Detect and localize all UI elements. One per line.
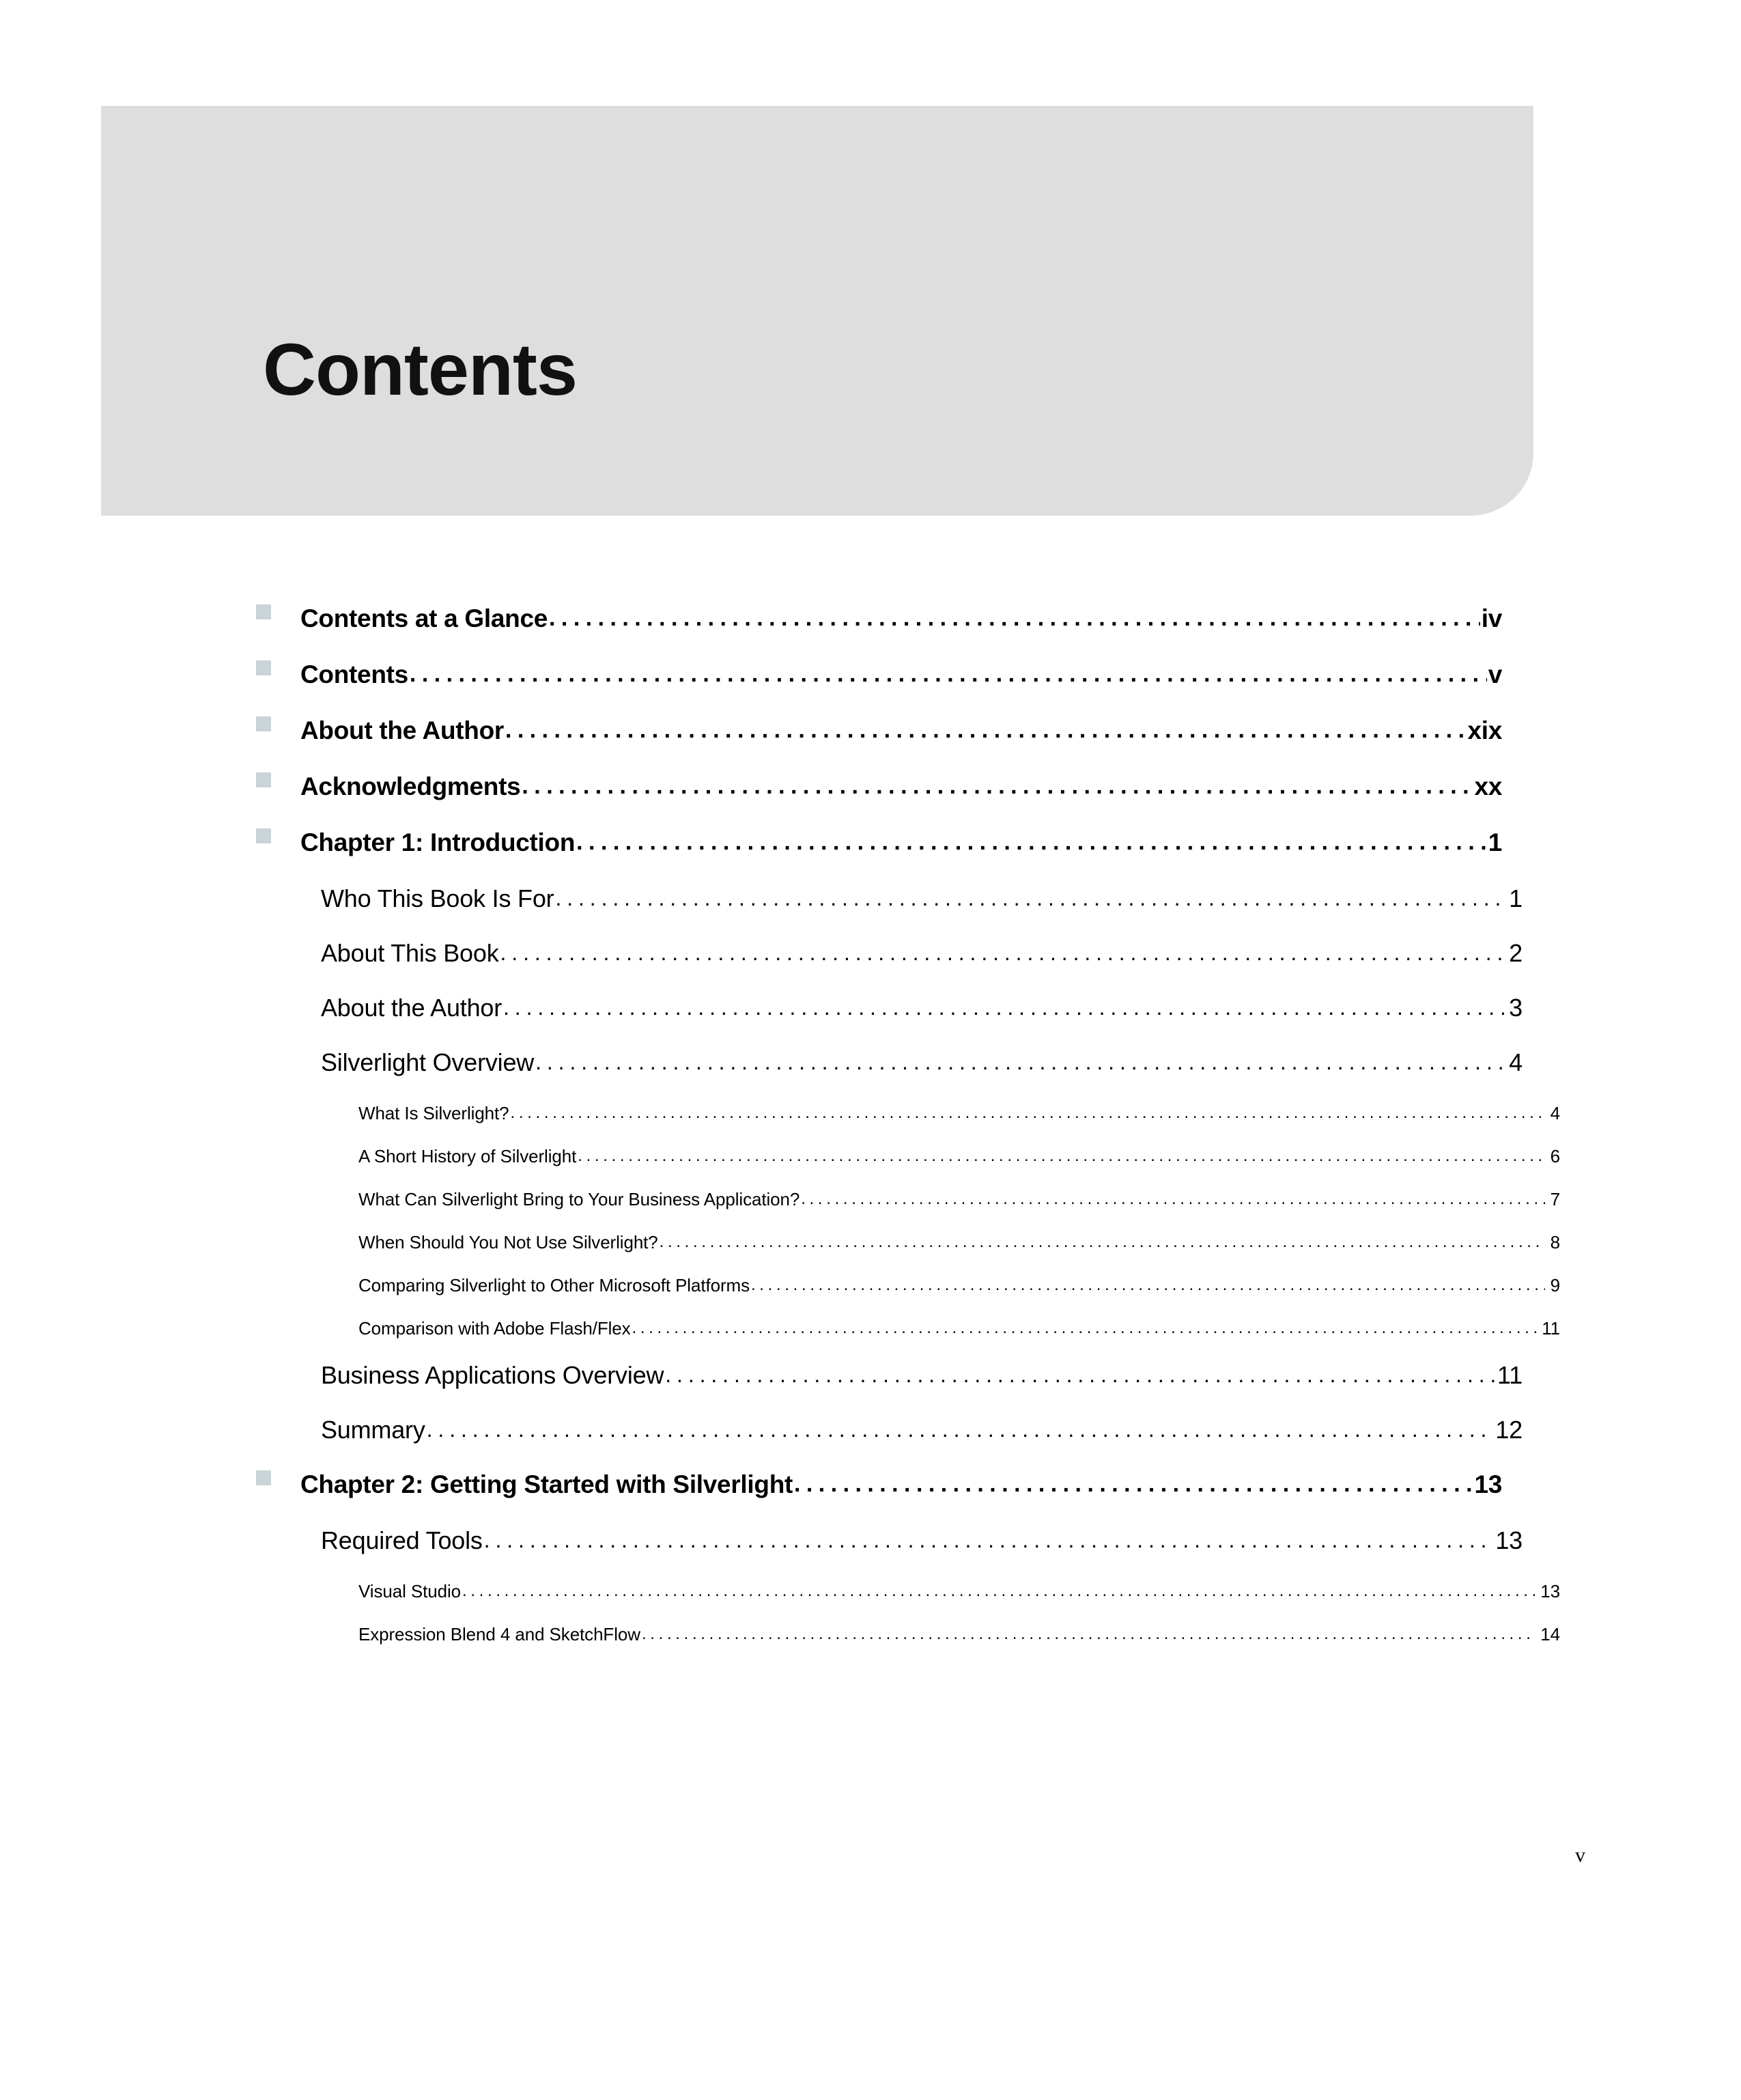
toc-entry-title: Who This Book Is For <box>321 884 554 912</box>
toc-entry-page: 1 <box>1509 884 1523 912</box>
bullet-square-icon <box>256 716 271 731</box>
toc-entry-page: 13 <box>1495 1526 1523 1554</box>
toc-entry[interactable] <box>300 828 1502 857</box>
toc-leader-dots <box>503 995 1508 1020</box>
toc-entry-page: 7 <box>1550 1189 1560 1209</box>
toc-entry[interactable] <box>300 1275 1560 1296</box>
toc-entry-title: About the Author <box>300 716 504 744</box>
toc-entry-title: Visual Studio <box>358 1581 461 1601</box>
toc-entry-title: About This Book <box>321 939 499 967</box>
toc-entry[interactable] <box>300 1470 1502 1499</box>
toc-entry-title: Contents <box>300 660 408 688</box>
toc-entry[interactable] <box>300 884 1523 913</box>
toc-entry[interactable] <box>300 716 1502 745</box>
toc-leader-dots <box>642 1625 1535 1644</box>
bullet-square-icon <box>256 772 271 787</box>
header-band <box>101 106 1533 516</box>
toc-leader-dots <box>505 717 1466 744</box>
toc-entry-title: A Short History of Silverlight <box>358 1146 577 1166</box>
toc-entry-page: 3 <box>1509 994 1523 1022</box>
toc-entry-title: Silverlight Overview <box>321 1048 535 1076</box>
toc-entry-title: Comparing Silverlight to Other Microsoft Platforms <box>358 1275 750 1296</box>
toc-leader-dots <box>665 1362 1496 1388</box>
toc-leader-dots <box>522 773 1473 800</box>
toc-entry-title: What Can Silverlight Bring to Your Business Application? <box>358 1189 800 1209</box>
toc-leader-dots <box>751 1276 1545 1295</box>
toc-entry-page: 4 <box>1550 1103 1560 1123</box>
toc-leader-dots <box>578 1147 1544 1166</box>
toc-entry[interactable] <box>300 1361 1523 1390</box>
toc-entry-page: 2 <box>1509 939 1523 967</box>
toc-entry[interactable] <box>300 1189 1560 1210</box>
toc-entry-title: Comparison with Adobe Flash/Flex <box>358 1318 631 1339</box>
toc-entry-title: Required Tools <box>321 1526 483 1554</box>
toc-entry[interactable] <box>300 994 1523 1022</box>
toc-entry-page: 6 <box>1550 1146 1560 1166</box>
bullet-square-icon <box>256 1470 271 1485</box>
toc-entry[interactable] <box>300 1232 1560 1253</box>
toc-entry-page: 13 <box>1474 1470 1502 1498</box>
toc-entry-page: 1 <box>1488 828 1502 856</box>
toc-leader-dots <box>410 661 1487 688</box>
bullet-square-icon <box>256 828 271 843</box>
toc-leader-dots <box>632 1319 1537 1338</box>
toc-entry-page: 14 <box>1540 1624 1560 1644</box>
toc-entry-page: 11 <box>1497 1361 1523 1389</box>
toc-entry[interactable] <box>300 1416 1523 1444</box>
toc-entry-title: Expression Blend 4 and SketchFlow <box>358 1624 640 1644</box>
toc-entry-title: Business Applications Overview <box>321 1361 664 1389</box>
toc-entry[interactable] <box>300 1318 1560 1339</box>
toc-leader-dots <box>462 1582 1535 1601</box>
toc-leader-dots <box>576 829 1487 856</box>
toc-leader-dots <box>660 1233 1545 1252</box>
toc-entry-page: 11 <box>1542 1318 1560 1339</box>
toc-entry[interactable] <box>300 1526 1523 1555</box>
toc-entry-page: xix <box>1467 716 1502 744</box>
bullet-square-icon <box>256 660 271 675</box>
toc-entry-title: Chapter 1: Introduction <box>300 828 576 856</box>
bullet-square-icon <box>256 604 271 619</box>
toc-entry-page: 12 <box>1495 1416 1523 1444</box>
toc-leader-dots <box>427 1417 1495 1442</box>
toc-leader-dots <box>511 1104 1545 1123</box>
toc-entry-page: iv <box>1481 604 1502 632</box>
toc-entry-title: Chapter 2: Getting Started with Silverlight <box>300 1470 793 1498</box>
toc-entry[interactable] <box>300 604 1502 633</box>
toc-entry-page: xx <box>1474 772 1502 800</box>
page-title: Contents <box>263 328 577 410</box>
toc-entry[interactable] <box>300 772 1502 801</box>
toc-leader-dots <box>500 940 1508 966</box>
toc-leader-dots <box>535 1050 1508 1075</box>
toc-entry-title: Contents at a Glance <box>300 604 548 632</box>
toc-entry-page: 13 <box>1540 1581 1560 1601</box>
toc-leader-dots <box>794 1471 1473 1498</box>
toc-entry[interactable] <box>300 939 1523 968</box>
toc-entry-page: 8 <box>1550 1232 1560 1252</box>
toc-entry[interactable] <box>300 1146 1560 1167</box>
toc-leader-dots <box>549 605 1480 632</box>
toc-entry[interactable] <box>300 660 1502 689</box>
toc-leader-dots <box>555 886 1508 911</box>
toc-entry-page: 9 <box>1550 1275 1560 1296</box>
toc-entry-title: Acknowledgments <box>300 772 521 800</box>
toc-entry-page: 4 <box>1509 1048 1523 1076</box>
toc-leader-dots <box>484 1528 1495 1553</box>
toc-entry[interactable] <box>300 1581 1560 1602</box>
toc-entry[interactable] <box>300 1048 1523 1077</box>
toc-entry-title: When Should You Not Use Silverlight? <box>358 1232 658 1252</box>
toc-entry-title: Summary <box>321 1416 425 1444</box>
toc-entry-title: About the Author <box>321 994 503 1022</box>
page-number: v <box>1575 1844 1585 1866</box>
toc-entry[interactable] <box>300 1624 1560 1645</box>
table-of-contents <box>300 604 1560 1667</box>
toc-entry-page: v <box>1488 660 1502 688</box>
toc-entry[interactable] <box>300 1103 1560 1124</box>
toc-leader-dots <box>801 1190 1544 1209</box>
toc-entry-title: What Is Silverlight? <box>358 1103 509 1123</box>
